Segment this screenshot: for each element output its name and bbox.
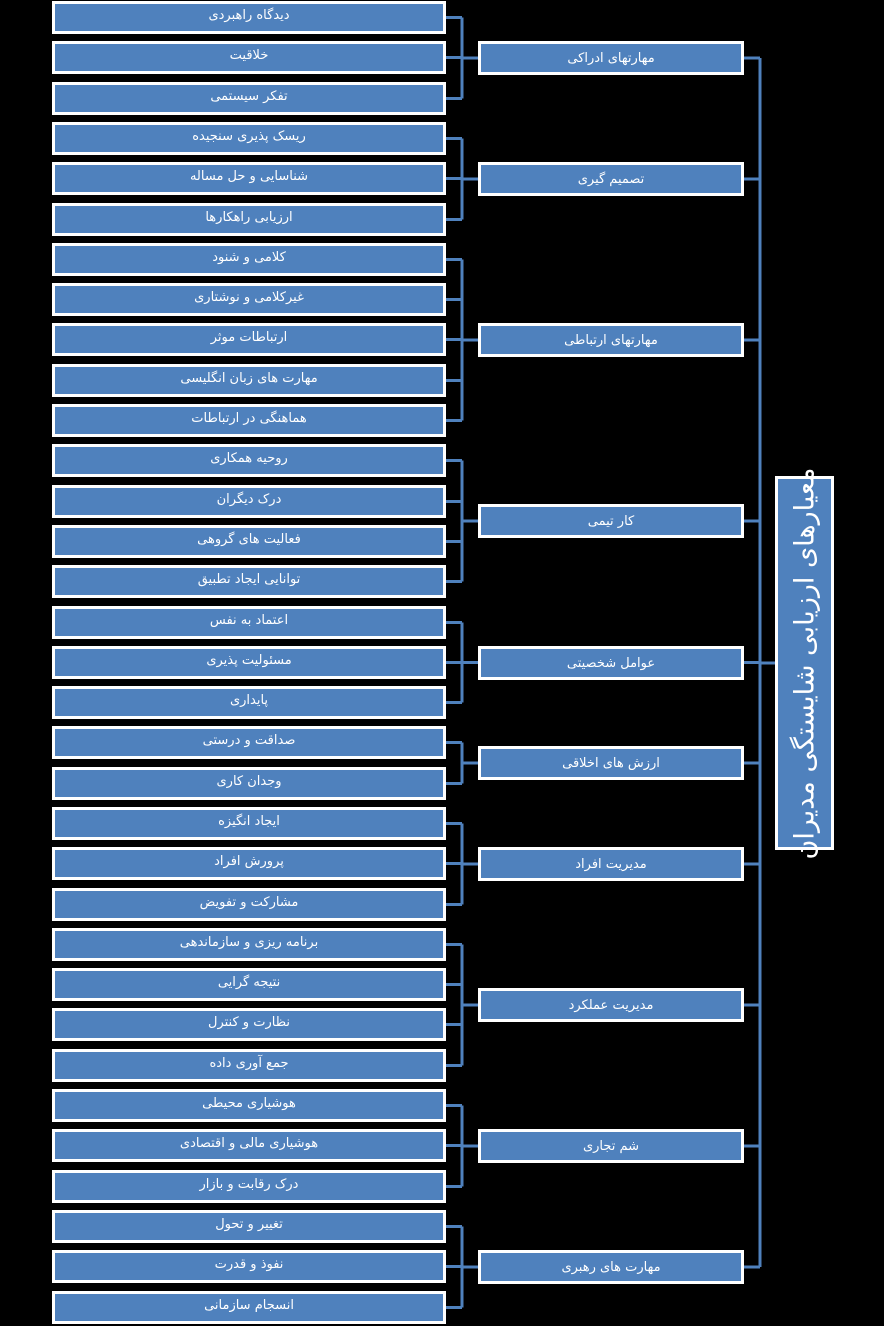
criterion-category-box: عوامل شخصیتی <box>478 646 744 680</box>
subcriterion-box: هوشیاری مالی و اقتصادی <box>52 1129 446 1162</box>
subcriterion-box: کلامی و شنود <box>52 243 446 276</box>
criterion-category-box: مدیریت عملکرد <box>478 988 744 1022</box>
subcriterion-box: نفوذ و قدرت <box>52 1250 446 1283</box>
subcriterion-box: مشارکت و تفویض <box>52 888 446 921</box>
criterion-category-box: ارزش های اخلاقی <box>478 746 744 780</box>
subcriterion-box: نظارت و کنترل <box>52 1008 446 1041</box>
subcriterion-box: انسجام سازمانی <box>52 1291 446 1324</box>
subcriterion-box: صداقت و درستی <box>52 726 446 759</box>
criterion-category-box: تصمیم گیری <box>478 162 744 196</box>
subcriterion-box: مهارت های زبان انگلیسی <box>52 364 446 397</box>
subcriterion-box: تغییر و تحول <box>52 1210 446 1243</box>
subcriterion-box: برنامه ریزی و سازماندهی <box>52 928 446 961</box>
subcriterion-box: شناسایی و حل مساله <box>52 162 446 195</box>
subcriterion-box: غیرکلامی و نوشتاری <box>52 283 446 316</box>
criterion-category-box: کار تیمی <box>478 504 744 538</box>
subcriterion-box: پایداری <box>52 686 446 719</box>
criterion-category-box: مهارت های رهبری <box>478 1250 744 1284</box>
subcriterion-box: هماهنگی در ارتباطات <box>52 404 446 437</box>
subcriterion-box: ارتباطات موثر <box>52 323 446 356</box>
subcriterion-box: دیدگاه راهبردی <box>52 1 446 34</box>
subcriterion-box: مسئولیت پذیری <box>52 646 446 679</box>
subcriterion-box: ایجاد انگیزه <box>52 807 446 840</box>
subcriterion-box: پرورش افراد <box>52 847 446 880</box>
subcriterion-box: جمع آوری داده <box>52 1049 446 1082</box>
criterion-category-box: شم تجاری <box>478 1129 744 1163</box>
subcriterion-box: ارزیابی راهکارها <box>52 203 446 236</box>
subcriterion-box: توانایی ایجاد تطبیق <box>52 565 446 598</box>
criterion-category-box: مهارتهای ارتباطی <box>478 323 744 357</box>
subcriterion-box: ریسک پذیری سنجیده <box>52 122 446 155</box>
subcriterion-box: وجدان کاری <box>52 767 446 800</box>
criterion-category-box: مدیریت افراد <box>478 847 744 881</box>
subcriterion-box: روحیه همکاری <box>52 444 446 477</box>
subcriterion-box: درک رقابت و بازار <box>52 1170 446 1203</box>
subcriterion-box: درک دیگران <box>52 485 446 518</box>
root-criteria-label: معیارهای ارزیابی شایستگی مدیران <box>788 467 820 859</box>
criterion-category-box: مهارتهای ادراکی <box>478 41 744 75</box>
root-criteria-box <box>775 467 834 859</box>
subcriterion-box: هوشیاری محیطی <box>52 1089 446 1122</box>
subcriterion-box: فعالیت های گروهی <box>52 525 446 558</box>
subcriterion-box: نتیجه گرایی <box>52 968 446 1001</box>
subcriterion-box: خلاقیت <box>52 41 446 74</box>
subcriterion-box: اعتماد به نفس <box>52 606 446 639</box>
subcriterion-box: تفکر سیستمی <box>52 82 446 115</box>
